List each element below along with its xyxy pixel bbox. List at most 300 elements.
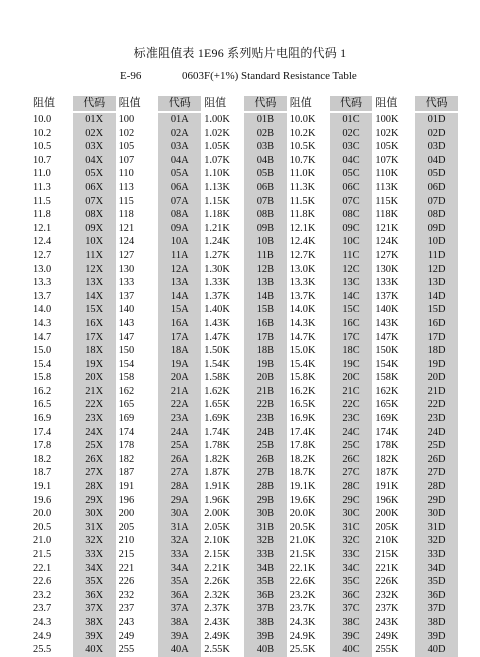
resistance-cell: 182K <box>375 453 399 465</box>
resistance-cell: 24.9 <box>33 630 52 642</box>
resistance-cell: 10.2 <box>33 127 52 139</box>
table-row <box>30 208 458 222</box>
code-cell: 27C <box>330 466 373 480</box>
resistance-cell: 110K <box>375 168 399 180</box>
resistance-cell: 16.2K <box>289 385 316 397</box>
code-cell: 17D <box>415 331 458 345</box>
resistance-cell: 105K <box>375 141 399 153</box>
resistance-cell: 15.4K <box>289 358 316 370</box>
resistance-cell: 11.3K <box>289 181 316 193</box>
code-cell: 24D <box>415 426 458 440</box>
resistance-cell: 21.0 <box>33 535 52 547</box>
resistance-cell: 10.5K <box>289 141 316 153</box>
code-cell: 13D <box>415 276 458 290</box>
resistance-cell: 215 <box>118 549 135 560</box>
resistance-cell: 22.6K <box>289 576 316 588</box>
resistance-cell: 20.0 <box>33 508 52 520</box>
resistance-cell: 232 <box>118 589 135 601</box>
table-caption: 0603F(+1%) Standard Resistance Table <box>182 70 357 82</box>
resistance-cell: 22.6 <box>33 576 52 588</box>
resistance-cell: 121 <box>118 222 135 234</box>
code-cell: 23A <box>158 412 201 426</box>
resistance-cell: 1.18K <box>204 209 230 221</box>
code-cell: 20A <box>158 371 201 385</box>
resistance-cell: 11.8K <box>289 209 316 221</box>
code-cell: 28D <box>415 480 458 494</box>
code-cell: 17C <box>330 331 373 345</box>
table-row <box>30 494 458 508</box>
header-resistance: 阻值 <box>289 97 312 109</box>
resistance-cell: 191K <box>375 481 399 493</box>
code-cell: 03C <box>330 140 373 154</box>
code-cell: 08X <box>73 208 116 222</box>
table-row <box>30 154 458 168</box>
resistance-cell: 1.50K <box>204 345 230 357</box>
code-cell: 05D <box>415 167 458 181</box>
code-cell: 05B <box>244 167 287 181</box>
table-row <box>30 589 458 603</box>
code-cell: 18C <box>330 344 373 358</box>
resistance-cell: 187 <box>118 467 135 479</box>
code-cell: 30A <box>158 507 201 521</box>
code-cell: 36B <box>244 589 287 603</box>
resistance-cell: 15.4 <box>33 358 52 370</box>
header-code: 代码 <box>158 96 201 111</box>
resistance-cell: 18.7K <box>289 467 316 479</box>
code-cell: 39C <box>330 630 373 644</box>
code-cell: 31C <box>330 521 373 535</box>
table-row <box>30 630 458 644</box>
resistance-cell: 16.9K <box>289 413 316 425</box>
table-row <box>30 412 458 426</box>
code-cell: 14C <box>330 290 373 304</box>
resistance-cell: 121K <box>375 222 399 234</box>
resistance-cell: 15.0 <box>33 345 52 357</box>
resistance-cell: 137K <box>375 290 399 302</box>
resistance-cell: 12.7 <box>33 249 52 261</box>
resistance-cell: 14.7K <box>289 331 316 343</box>
resistance-cell: 221K <box>375 562 399 574</box>
table-header-row <box>30 96 458 111</box>
code-cell: 32C <box>330 534 373 548</box>
resistance-cell: 210 <box>118 535 135 547</box>
resistance-cell: 226 <box>118 576 135 588</box>
resistance-cell: 2.10K <box>204 535 230 547</box>
resistance-cell: 105 <box>118 141 135 153</box>
resistance-cell: 127K <box>375 249 399 261</box>
code-cell: 02B <box>244 127 287 141</box>
code-cell: 04B <box>244 154 287 168</box>
code-cell: 15A <box>158 303 201 317</box>
resistance-cell: 14.3K <box>289 317 316 329</box>
code-cell: 25B <box>244 439 287 453</box>
code-cell: 26D <box>415 453 458 467</box>
resistance-cell: 162K <box>375 385 399 397</box>
code-cell: 06X <box>73 181 116 195</box>
resistance-cell: 20.5 <box>33 521 52 533</box>
resistance-cell: 1.87K <box>204 467 230 479</box>
resistance-cell: 1.30K <box>204 263 230 275</box>
resistance-cell: 15.8 <box>33 372 52 384</box>
resistance-cell: 1.07K <box>204 154 230 166</box>
code-cell: 37C <box>330 602 373 616</box>
resistance-cell: 23.7 <box>33 603 52 615</box>
resistance-cell: 100 <box>118 114 135 125</box>
table-row <box>30 616 458 630</box>
table-row <box>30 548 458 562</box>
resistance-cell: 113 <box>118 181 134 193</box>
code-cell: 18X <box>73 344 116 358</box>
code-cell: 38A <box>158 616 201 630</box>
code-cell: 22C <box>330 398 373 412</box>
code-cell: 40A <box>158 643 201 657</box>
code-cell: 01A <box>158 113 201 127</box>
code-cell: 23D <box>415 412 458 426</box>
resistance-cell: 2.49K <box>204 630 230 642</box>
header-code: 代码 <box>244 96 287 111</box>
code-cell: 15X <box>73 303 116 317</box>
code-cell: 06D <box>415 181 458 195</box>
header-code: 代码 <box>415 96 458 111</box>
resistance-cell: 19.1K <box>289 481 316 493</box>
code-cell: 37B <box>244 602 287 616</box>
resistance-cell: 124 <box>118 236 135 248</box>
code-cell: 36A <box>158 589 201 603</box>
resistance-cell: 249K <box>375 630 399 642</box>
code-cell: 31D <box>415 521 458 535</box>
resistance-cell: 2.15K <box>204 549 230 560</box>
code-cell: 37D <box>415 602 458 616</box>
resistance-cell: 13.7K <box>289 290 316 302</box>
code-cell: 25A <box>158 439 201 453</box>
code-cell: 36C <box>330 589 373 603</box>
resistance-cell: 11.3 <box>33 181 51 193</box>
code-cell: 18D <box>415 344 458 358</box>
code-cell: 21C <box>330 385 373 399</box>
code-cell: 37A <box>158 602 201 616</box>
code-cell: 04X <box>73 154 116 168</box>
resistance-cell: 12.1K <box>289 222 316 234</box>
code-cell: 21X <box>73 385 116 399</box>
code-cell: 24X <box>73 426 116 440</box>
table-row <box>30 385 458 399</box>
resistance-cell: 102 <box>118 127 135 139</box>
resistance-cell: 15.8K <box>289 372 316 384</box>
resistance-cell: 17.8K <box>289 440 316 452</box>
code-cell: 32B <box>244 534 287 548</box>
code-cell: 39X <box>73 630 116 644</box>
resistance-cell: 107K <box>375 154 399 166</box>
resistance-cell: 115 <box>118 195 134 207</box>
resistance-cell: 1.13K <box>204 181 230 193</box>
table-row <box>30 276 458 290</box>
resistance-cell: 1.00K <box>204 114 230 125</box>
code-cell: 07B <box>244 195 287 209</box>
code-cell: 06A <box>158 181 201 195</box>
resistance-cell: 158 <box>118 372 135 384</box>
code-cell: 10A <box>158 235 201 249</box>
resistance-cell: 143 <box>118 317 135 329</box>
code-cell: 09X <box>73 222 116 236</box>
code-cell: 30D <box>415 507 458 521</box>
code-cell: 13C <box>330 276 373 290</box>
code-cell: 35A <box>158 575 201 589</box>
code-cell: 31A <box>158 521 201 535</box>
header-code: 代码 <box>73 96 116 111</box>
code-cell: 30B <box>244 507 287 521</box>
table-row <box>30 127 458 141</box>
code-cell: 07C <box>330 195 373 209</box>
code-cell: 32X <box>73 534 116 548</box>
code-cell: 20B <box>244 371 287 385</box>
resistance-cell: 17.4 <box>33 426 52 438</box>
table-row <box>30 263 458 277</box>
code-cell: 10X <box>73 235 116 249</box>
resistance-cell: 12.4 <box>33 236 52 248</box>
resistance-cell: 130K <box>375 263 399 275</box>
resistance-cell: 143K <box>375 317 399 329</box>
code-cell: 08C <box>330 208 373 222</box>
resistance-cell: 18.2K <box>289 453 316 465</box>
code-cell: 09A <box>158 222 201 236</box>
resistance-cell: 24.3 <box>33 616 52 628</box>
table-row <box>30 534 458 548</box>
code-cell: 19A <box>158 358 201 372</box>
resistance-cell: 110 <box>118 168 134 180</box>
code-cell: 06B <box>244 181 287 195</box>
code-cell: 19D <box>415 358 458 372</box>
resistance-cell: 124K <box>375 236 399 248</box>
resistance-cell: 1.43K <box>204 317 230 329</box>
code-cell: 20X <box>73 371 116 385</box>
resistance-cell: 1.65K <box>204 399 230 411</box>
resistance-cell: 205K <box>375 521 399 533</box>
table-row <box>30 439 458 453</box>
code-cell: 21B <box>244 385 287 399</box>
code-cell: 01C <box>330 113 373 127</box>
code-cell: 03D <box>415 140 458 154</box>
resistance-cell: 17.4K <box>289 426 316 438</box>
code-cell: 38X <box>73 616 116 630</box>
resistance-cell: 237 <box>118 603 135 615</box>
resistance-cell: 150 <box>118 345 135 357</box>
code-cell: 33B <box>244 548 287 562</box>
resistance-cell: 1.74K <box>204 426 230 438</box>
resistance-cell: 178 <box>118 440 135 452</box>
table-row <box>30 181 458 195</box>
code-cell: 27B <box>244 466 287 480</box>
table-row <box>30 235 458 249</box>
code-cell: 29B <box>244 494 287 508</box>
resistance-cell: 115K <box>375 195 399 207</box>
code-cell: 28X <box>73 480 116 494</box>
table-row <box>30 398 458 412</box>
resistance-cell: 133 <box>118 277 135 289</box>
resistance-cell: 137 <box>118 290 135 302</box>
table-row <box>30 140 458 154</box>
resistance-cell: 18.7 <box>33 467 52 479</box>
code-cell: 32D <box>415 534 458 548</box>
code-cell: 34B <box>244 562 287 576</box>
resistance-cell: 13.0K <box>289 263 316 275</box>
code-cell: 39D <box>415 630 458 644</box>
resistance-cell: 13.3K <box>289 277 316 289</box>
table-row <box>30 507 458 521</box>
code-cell: 16X <box>73 317 116 331</box>
resistance-cell: 158K <box>375 372 399 384</box>
resistance-cell: 16.5K <box>289 399 316 411</box>
table-subtitle <box>0 70 480 84</box>
resistance-cell: 23.2K <box>289 589 316 601</box>
code-cell: 26B <box>244 453 287 467</box>
table-row <box>30 344 458 358</box>
table-row <box>30 602 458 616</box>
code-cell: 22B <box>244 398 287 412</box>
code-cell: 11X <box>73 249 116 263</box>
resistance-cell: 22.1K <box>289 562 316 574</box>
code-cell: 11A <box>158 249 201 263</box>
resistance-cell: 196K <box>375 494 399 506</box>
resistance-cell: 2.37K <box>204 603 230 615</box>
code-cell: 29X <box>73 494 116 508</box>
resistance-cell: 10.0K <box>289 114 316 125</box>
resistance-cell: 232K <box>375 589 399 601</box>
resistance-cell: 16.9 <box>33 413 52 425</box>
resistance-cell: 2.00K <box>204 508 230 520</box>
resistance-cell: 169K <box>375 413 399 425</box>
code-cell: 11B <box>244 249 287 263</box>
code-cell: 40D <box>415 643 458 657</box>
code-cell: 04A <box>158 154 201 168</box>
resistance-cell: 11.5K <box>289 195 316 207</box>
resistance-cell: 133K <box>375 277 399 289</box>
code-cell: 08A <box>158 208 201 222</box>
code-cell: 34X <box>73 562 116 576</box>
code-cell: 20C <box>330 371 373 385</box>
table-row <box>30 426 458 440</box>
resistance-cell: 14.3 <box>33 317 52 329</box>
code-cell: 12B <box>244 263 287 277</box>
resistance-cell: 2.26K <box>204 576 230 588</box>
code-cell: 36D <box>415 589 458 603</box>
resistance-cell: 25.5 <box>33 644 52 656</box>
resistance-cell: 19.6K <box>289 494 316 506</box>
code-cell: 08D <box>415 208 458 222</box>
resistance-cell: 1.58K <box>204 372 230 384</box>
resistance-cell: 249 <box>118 630 135 642</box>
table-row <box>30 317 458 331</box>
code-cell: 35D <box>415 575 458 589</box>
code-cell: 21A <box>158 385 201 399</box>
resistance-table <box>30 96 458 657</box>
page-title: 标准阻值表 1E96 系列贴片电阻的代码 1 <box>133 46 347 60</box>
resistance-cell: 18.2 <box>33 453 52 465</box>
code-cell: 40B <box>244 643 287 657</box>
resistance-cell: 210K <box>375 535 399 547</box>
code-cell: 12C <box>330 263 373 277</box>
code-cell: 01D <box>415 113 458 127</box>
resistance-cell: 215K <box>375 549 399 560</box>
code-cell: 24A <box>158 426 201 440</box>
code-cell: 02C <box>330 127 373 141</box>
resistance-cell: 13.0 <box>33 263 52 275</box>
resistance-cell: 11.8 <box>33 209 51 221</box>
code-cell: 35C <box>330 575 373 589</box>
code-cell: 17A <box>158 331 201 345</box>
resistance-cell: 154K <box>375 358 399 370</box>
code-cell: 16C <box>330 317 373 331</box>
resistance-cell: 1.15K <box>204 195 230 207</box>
resistance-cell: 17.8 <box>33 440 52 452</box>
code-cell: 37X <box>73 602 116 616</box>
resistance-cell: 165K <box>375 399 399 411</box>
resistance-cell: 102K <box>375 127 399 139</box>
resistance-cell: 1.33K <box>204 277 230 289</box>
code-cell: 39B <box>244 630 287 644</box>
resistance-cell: 2.55K <box>204 644 230 656</box>
code-cell: 23B <box>244 412 287 426</box>
resistance-cell: 100K <box>375 114 399 125</box>
resistance-cell: 20.5K <box>289 521 316 533</box>
code-cell: 40C <box>330 643 373 657</box>
code-cell: 16A <box>158 317 201 331</box>
resistance-cell: 13.7 <box>33 290 52 302</box>
resistance-cell: 1.24K <box>204 236 230 248</box>
table-row <box>30 303 458 317</box>
resistance-cell: 14.0K <box>289 304 316 316</box>
resistance-cell: 11.0 <box>33 168 51 180</box>
resistance-cell: 11.0K <box>289 168 316 180</box>
resistance-cell: 19.1 <box>33 481 52 493</box>
code-cell: 09D <box>415 222 458 236</box>
table-row <box>30 521 458 535</box>
resistance-cell: 2.21K <box>204 562 230 574</box>
code-cell: 12A <box>158 263 201 277</box>
code-cell: 13B <box>244 276 287 290</box>
resistance-cell: 147K <box>375 331 399 343</box>
code-cell: 04D <box>415 154 458 168</box>
header-resistance: 阻值 <box>375 97 398 109</box>
resistance-cell: 24.3K <box>289 616 316 628</box>
table-row <box>30 643 458 657</box>
code-cell: 23C <box>330 412 373 426</box>
resistance-cell: 255 <box>118 644 135 656</box>
code-cell: 40X <box>73 643 116 657</box>
resistance-cell: 20.0K <box>289 508 316 520</box>
resistance-cell: 19.6 <box>33 494 52 506</box>
code-cell: 15B <box>244 303 287 317</box>
code-cell: 22D <box>415 398 458 412</box>
code-cell: 34C <box>330 562 373 576</box>
resistance-cell: 1.21K <box>204 222 230 234</box>
resistance-cell: 2.32K <box>204 589 230 601</box>
code-cell: 10B <box>244 235 287 249</box>
resistance-cell: 16.5 <box>33 399 52 411</box>
resistance-cell: 226K <box>375 576 399 588</box>
code-cell: 26X <box>73 453 116 467</box>
resistance-cell: 1.62K <box>204 385 230 397</box>
code-cell: 19B <box>244 358 287 372</box>
code-cell: 38D <box>415 616 458 630</box>
code-cell: 33C <box>330 548 373 562</box>
resistance-cell: 14.7 <box>33 331 52 343</box>
table-row <box>30 562 458 576</box>
code-cell: 33A <box>158 548 201 562</box>
resistance-cell: 1.40K <box>204 304 230 316</box>
resistance-cell: 118K <box>375 209 399 221</box>
code-cell: 08B <box>244 208 287 222</box>
resistance-cell: 165 <box>118 399 135 411</box>
